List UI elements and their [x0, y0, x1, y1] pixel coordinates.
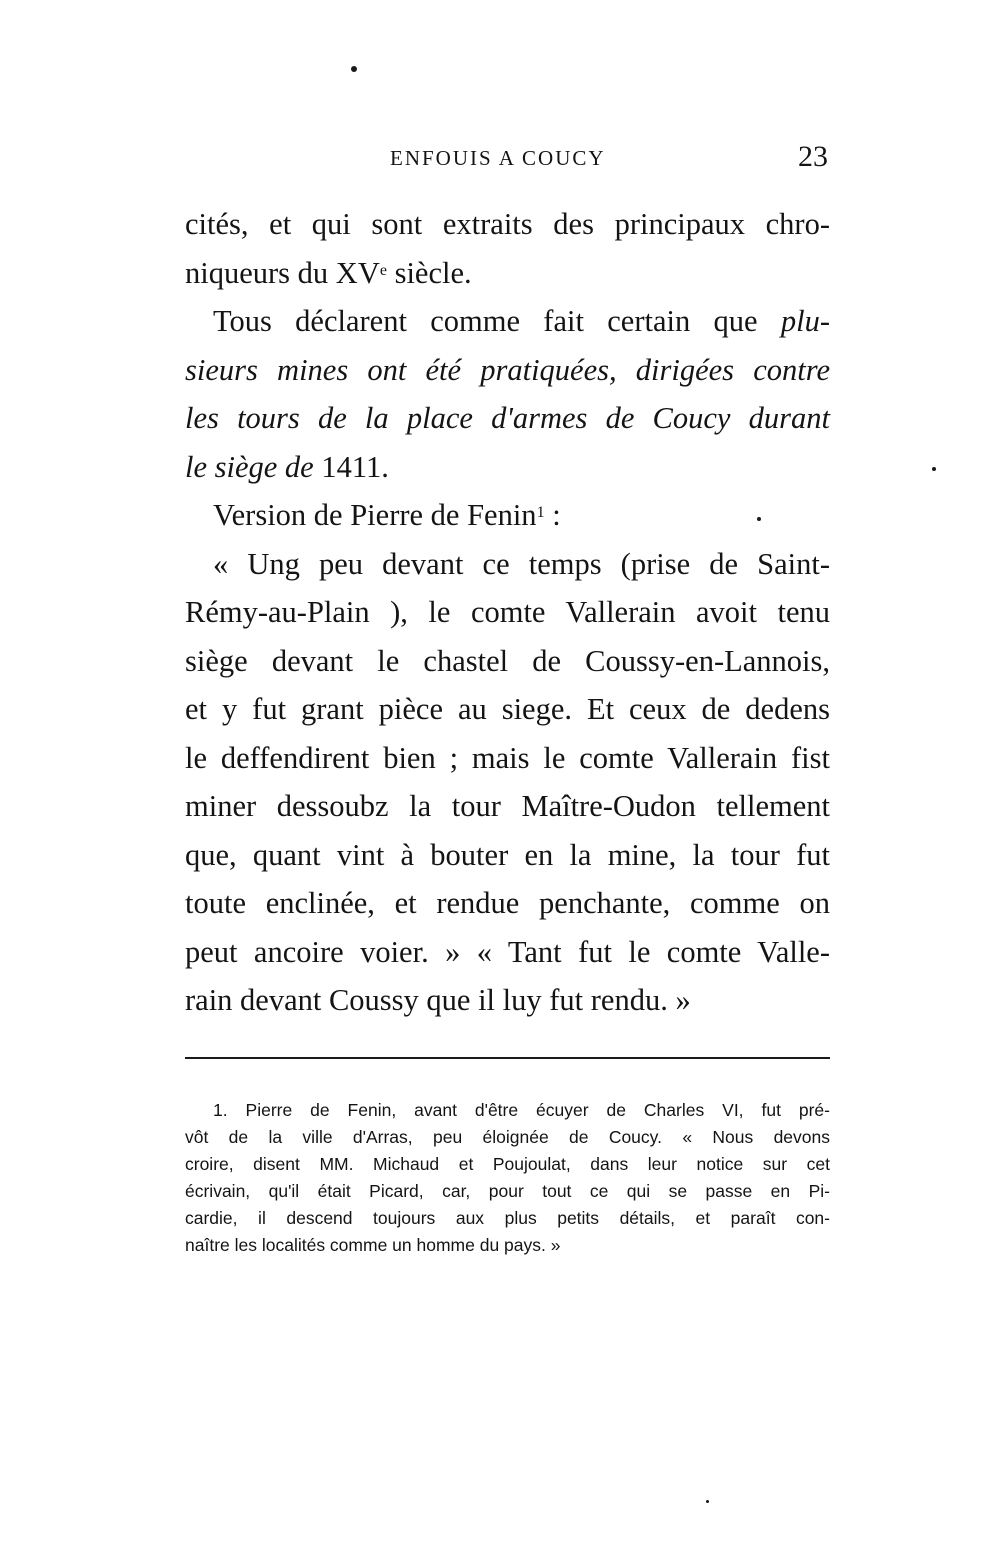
text-span: et y fut grant pièce au siege. Et ceux de dedens	[185, 692, 830, 726]
main-text	[185, 200, 830, 1025]
italic-span: les tours de la place d'armes de Coucy durant	[185, 401, 830, 435]
footnote-line	[185, 1205, 830, 1232]
text-span: peut ancoire voier. » « Tant fut le comte Valle-	[185, 934, 830, 969]
text-span: 1411.	[313, 449, 389, 484]
text-span: :	[544, 498, 561, 532]
text-span: naître les localités comme un homme du pays. »	[185, 1235, 561, 1255]
footnote	[185, 1097, 830, 1259]
text-line	[185, 443, 830, 492]
footnote-line	[185, 1151, 830, 1178]
text-span: toute enclinée, et rendue penchante, comme on	[185, 886, 830, 920]
text-span: cardie, il descend toujours aux plus petits détails, et paraît con-	[185, 1208, 830, 1228]
text-line	[185, 346, 830, 395]
text-line	[185, 782, 830, 831]
text-span: siège devant le chastel de Coussy-en-Lannois,	[185, 643, 830, 678]
text-span: 1. Pierre de Fenin, avant d'être écuyer de Charles VI, fut pré-	[213, 1100, 830, 1120]
text-span: rain devant Coussy que il luy fut rendu. »	[185, 983, 691, 1017]
scan-speck	[706, 1500, 709, 1503]
text-line	[185, 394, 830, 443]
page-header	[185, 140, 830, 180]
text-span: le deffendirent bien ; mais le comte Vallerain fist	[185, 740, 830, 775]
text-span: écrivain, qu'il était Picard, car, pour tout ce qui se passe en Pi-	[185, 1181, 830, 1201]
text-span: que, quant vint à bouter en la mine, la tour fut	[185, 837, 830, 872]
text-line	[185, 588, 830, 637]
text-span: croire, disent MM. Michaud et Poujoulat, dans leur notice sur cet	[185, 1154, 830, 1174]
italic-span: sieurs mines ont été pratiquées, dirigées contre	[185, 352, 830, 387]
text-line	[185, 297, 830, 346]
text-span: miner dessoubz la tour Maître-Oudon tellement	[185, 789, 830, 823]
text-line	[185, 540, 830, 589]
scan-speck	[351, 66, 357, 72]
text-line	[185, 976, 830, 1025]
footnote-line	[185, 1124, 830, 1151]
footnote-divider	[185, 1057, 830, 1059]
text-span: siècle.	[386, 255, 472, 290]
text-line	[185, 685, 830, 734]
footnote-line	[185, 1232, 830, 1259]
text-span: vôt de la ville d'Arras, peu éloignée de Coucy. « Nous devons	[185, 1127, 830, 1147]
italic-span: plu-	[780, 304, 830, 338]
text-span: Tous déclarent comme fait certain que	[213, 304, 781, 338]
text-span: Rémy-au-Plain ), le comte Vallerain avoit tenu	[185, 595, 830, 629]
text-span: niqueurs du XV	[185, 255, 380, 290]
text-line	[185, 928, 830, 977]
text-line	[185, 734, 830, 783]
footnote-line	[185, 1097, 830, 1124]
text-line	[185, 637, 830, 686]
text-span: Version de Pierre de Fenin	[213, 498, 537, 532]
text-span: « Ung peu devant ce temps (prise de Saint-	[213, 546, 830, 581]
running-title: ENFOUIS A COUCY	[390, 146, 606, 170]
text-line	[185, 200, 830, 249]
text-line	[185, 491, 830, 540]
text-line	[185, 879, 830, 928]
footnote-marker: 1	[536, 504, 545, 521]
page-number: 23	[798, 140, 828, 173]
text-span: cités, et qui sont extraits des principaux chro-	[185, 207, 830, 241]
italic-span: le siège de	[185, 449, 314, 484]
text-line	[185, 831, 830, 880]
scan-speck	[932, 467, 936, 471]
superscript: e	[379, 261, 387, 279]
footnote-line	[185, 1178, 830, 1205]
text-line	[185, 249, 830, 298]
